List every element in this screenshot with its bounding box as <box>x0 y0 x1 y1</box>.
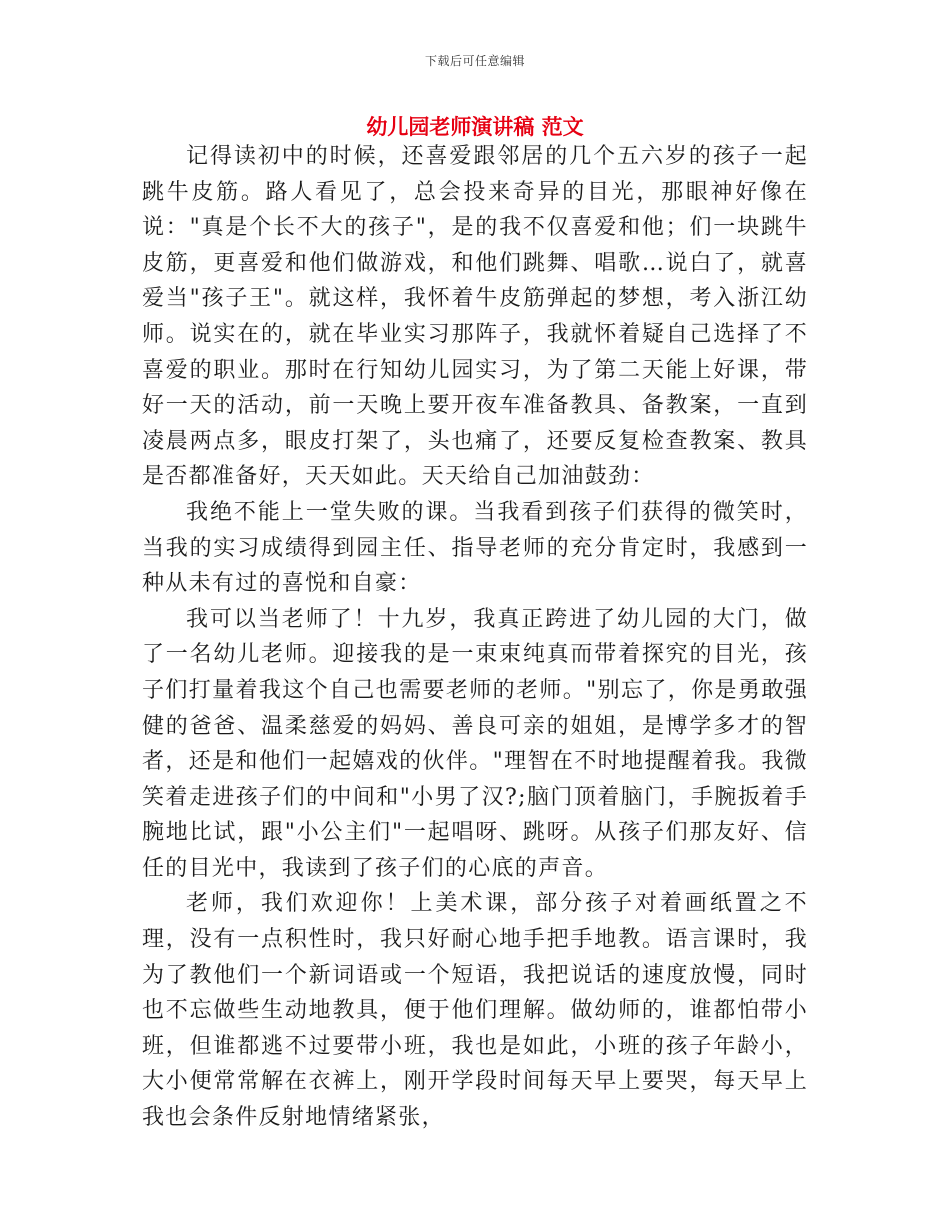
paragraph-4: 老师，我们欢迎你！上美术课，部分孩子对着画纸置之不理，没有一点积性时，我只好耐心地手把手地教。语言课时，我为了教他们一个新词语或一个短语，我把说话的速度放慢，同时也不忘做些生动地教具，便于他们理解。做幼师的，谁都怕带小班，但谁都逃不过要带小班，我也是如此，小班的孩子年龄小，大小便常常解在衣裤上，刚开学段时间每天早上要哭，每天早上我也会条件反射地情绪紧张， <box>142 891 808 1131</box>
document-title: 幼儿园老师演讲稿 范文 <box>366 115 584 139</box>
paragraph-1: 记得读初中的时候，还喜爱跟邻居的几个五六岁的孩子一起跳牛皮筋。路人看见了，总会投来奇异的目光，那眼神好像在说："真是个长不大的孩子"，是的我不仅喜爱和他；们一块跳牛皮筋，更喜爱和他们做游戏，和他们跳舞、唱歌…说白了，就喜爱当"孩子王"。就这样，我怀着牛皮筋弹起的梦想，考入浙江幼师。说实在的，就在毕业实习那阵子，我就怀着疑自己选择了不喜爱的职业。那时在行知幼儿园实习，为了第二天能上好课，带好一天的活动，前一天晚上要开夜车准备教具、备教案，一直到凌晨两点多，眼皮打架了，头也痛了，还要反复检查教案、教具是否都准备好，天天如此。天天给自己加油鼓劲： <box>142 144 808 490</box>
document-body <box>142 139 808 1136</box>
paragraph-3: 我可以当老师了！十九岁，我真正跨进了幼儿园的大门，做了一名幼儿老师。迎接我的是一束束纯真而带着探究的目光，孩子们打量着我这个自己也需要老师的老师。"别忘了，你是勇敢强健的爸爸、温柔慈爱的妈妈、善良可亲的姐姐，是博学多才的智者，还是和他们一起嬉戏的伙伴。"理智在不时地提醒着我。我微笑着走进孩子们的中间和"小男了汉?;脑门顶着脑门，手腕扳着手腕地比试，跟"小公主们"一起唱呀、跳呀。从孩子们那友好、信任的目光中，我读到了孩子们的心底的声音。 <box>142 606 808 881</box>
paragraph-2: 我绝不能上一堂失败的课。当我看到孩子们获得的微笑时，当我的实习成绩得到园主任、指导老师的充分肯定时，我感到一种从未有过的喜悦和自豪： <box>142 499 808 597</box>
page-header-note: 下载后可任意编辑 <box>424 54 525 68</box>
